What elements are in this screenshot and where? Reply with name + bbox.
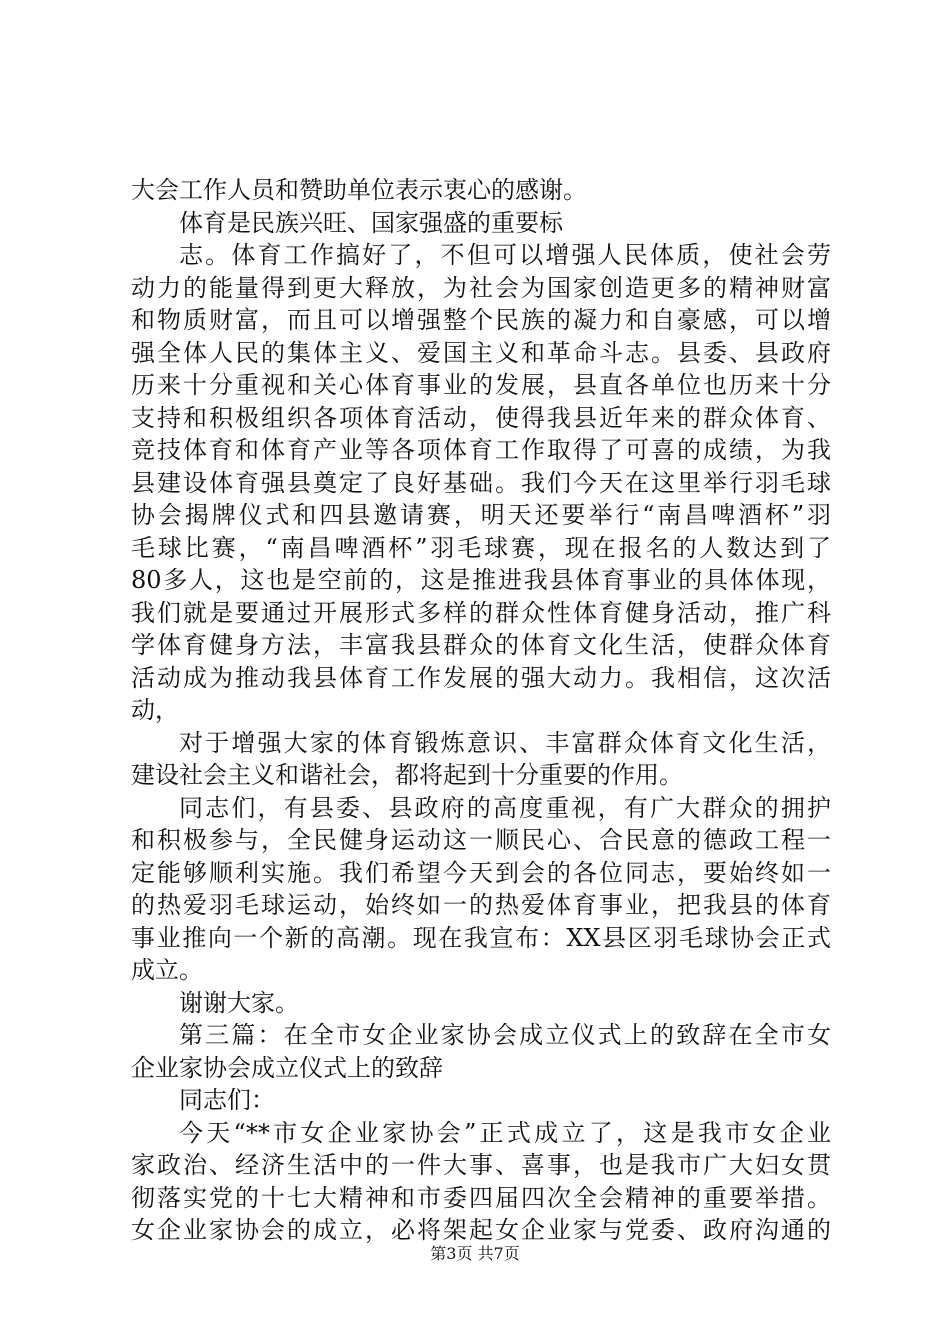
- text-line: 同志们，有县委、县政府的高度重视，有广大群众的拥护: [179, 793, 831, 822]
- text-line: 定能够顺利实施。我们希望今天到会的各位同志，要始终如一: [131, 858, 831, 887]
- text-line: 历来十分重视和关心体育事业的发展，县直各单位也历来十分: [131, 371, 831, 399]
- text-line: 协会揭牌仪式和四县邀请赛，明天还要举行“南昌啤酒杯”羽: [131, 501, 831, 529]
- text-line: 和物质财富，而且可以增强整个民族的凝力和自豪感，可以增: [131, 306, 831, 334]
- text-line: 谢谢大家。: [179, 988, 299, 1017]
- text-line: 动力的能量得到更大释放，为社会为国家创造更多的精神财富: [131, 273, 831, 302]
- page-footer: 第3页 共7页: [430, 1244, 520, 1263]
- text-line: 竞技体育和体育产业等各项体育工作取得了可喜的成绩，为我: [131, 436, 831, 464]
- text-line: 活动成为推动我县体育工作发展的强大动力。我相信，这次活: [131, 663, 831, 692]
- text-line: 支持和积极组织各项体育活动，使得我县近年来的群众体育、: [131, 403, 831, 432]
- text-line: 企业家协会成立仪式上的致辞: [131, 1053, 443, 1082]
- text-line: 强全体人民的集体主义、爱国主义和革命斗志。县委、县政府: [131, 338, 831, 367]
- text-line: 成立。: [131, 956, 203, 984]
- text-line: 大会工作人员和赞助单位表示衷心的感谢。: [131, 176, 587, 204]
- text-line: 的热爱羽毛球运动，始终如一的热爱体育事业，把我县的体育: [131, 891, 831, 919]
- text-line: 女企业家协会的成立，必将架起女企业家与党委、政府沟通的: [131, 1216, 831, 1244]
- text-line: 动，: [131, 696, 179, 724]
- text-line: 事业推向一个新的高潮。现在我宣布：XX县区羽毛球协会正式: [131, 923, 831, 952]
- text-line: 80多人，这也是空前的，这是推进我县体育事业的具体体现，: [131, 566, 831, 594]
- text-line: 建设社会主义和谐社会，都将起到十分重要的作用。: [131, 761, 683, 789]
- text-line: 今天“**市女企业家协会”正式成立了，这是我市女企业: [179, 1118, 831, 1147]
- text-line: 县建设体育强县奠定了良好基础。我们今天在这里举行羽毛球: [131, 468, 831, 497]
- body-text: [131, 174, 831, 1247]
- text-line: 第三篇：在全市女企业家协会成立仪式上的致辞在全市女: [179, 1021, 831, 1049]
- text-line: 对于增强大家的体育锻炼意识、丰富群众体育文化生活，: [179, 728, 831, 757]
- text-line: 同志们：: [179, 1086, 275, 1114]
- text-line: 家政治、经济生活中的一件大事、喜事，也是我市广大妇女贯: [131, 1151, 831, 1179]
- text-line: 学体育健身方法，丰富我县群众的体育文化生活，使群众体育: [131, 631, 831, 659]
- text-line: 我们就是要通过开展形式多样的群众性体育健身活动，推广科: [131, 598, 831, 627]
- text-line: 毛球比赛，“南昌啤酒杯”羽毛球赛，现在报名的人数达到了: [131, 533, 831, 562]
- text-line: 和积极参与，全民健身运动这一顺民心、合民意的德政工程一: [131, 826, 831, 854]
- text-line: 志。体育工作搞好了，不但可以增强人民体质，使社会劳: [179, 241, 831, 269]
- text-line: 彻落实党的十七大精神和市委四届四次全会精神的重要举措。: [131, 1183, 831, 1212]
- text-line: 体育是民族兴旺、国家强盛的重要标: [179, 208, 563, 237]
